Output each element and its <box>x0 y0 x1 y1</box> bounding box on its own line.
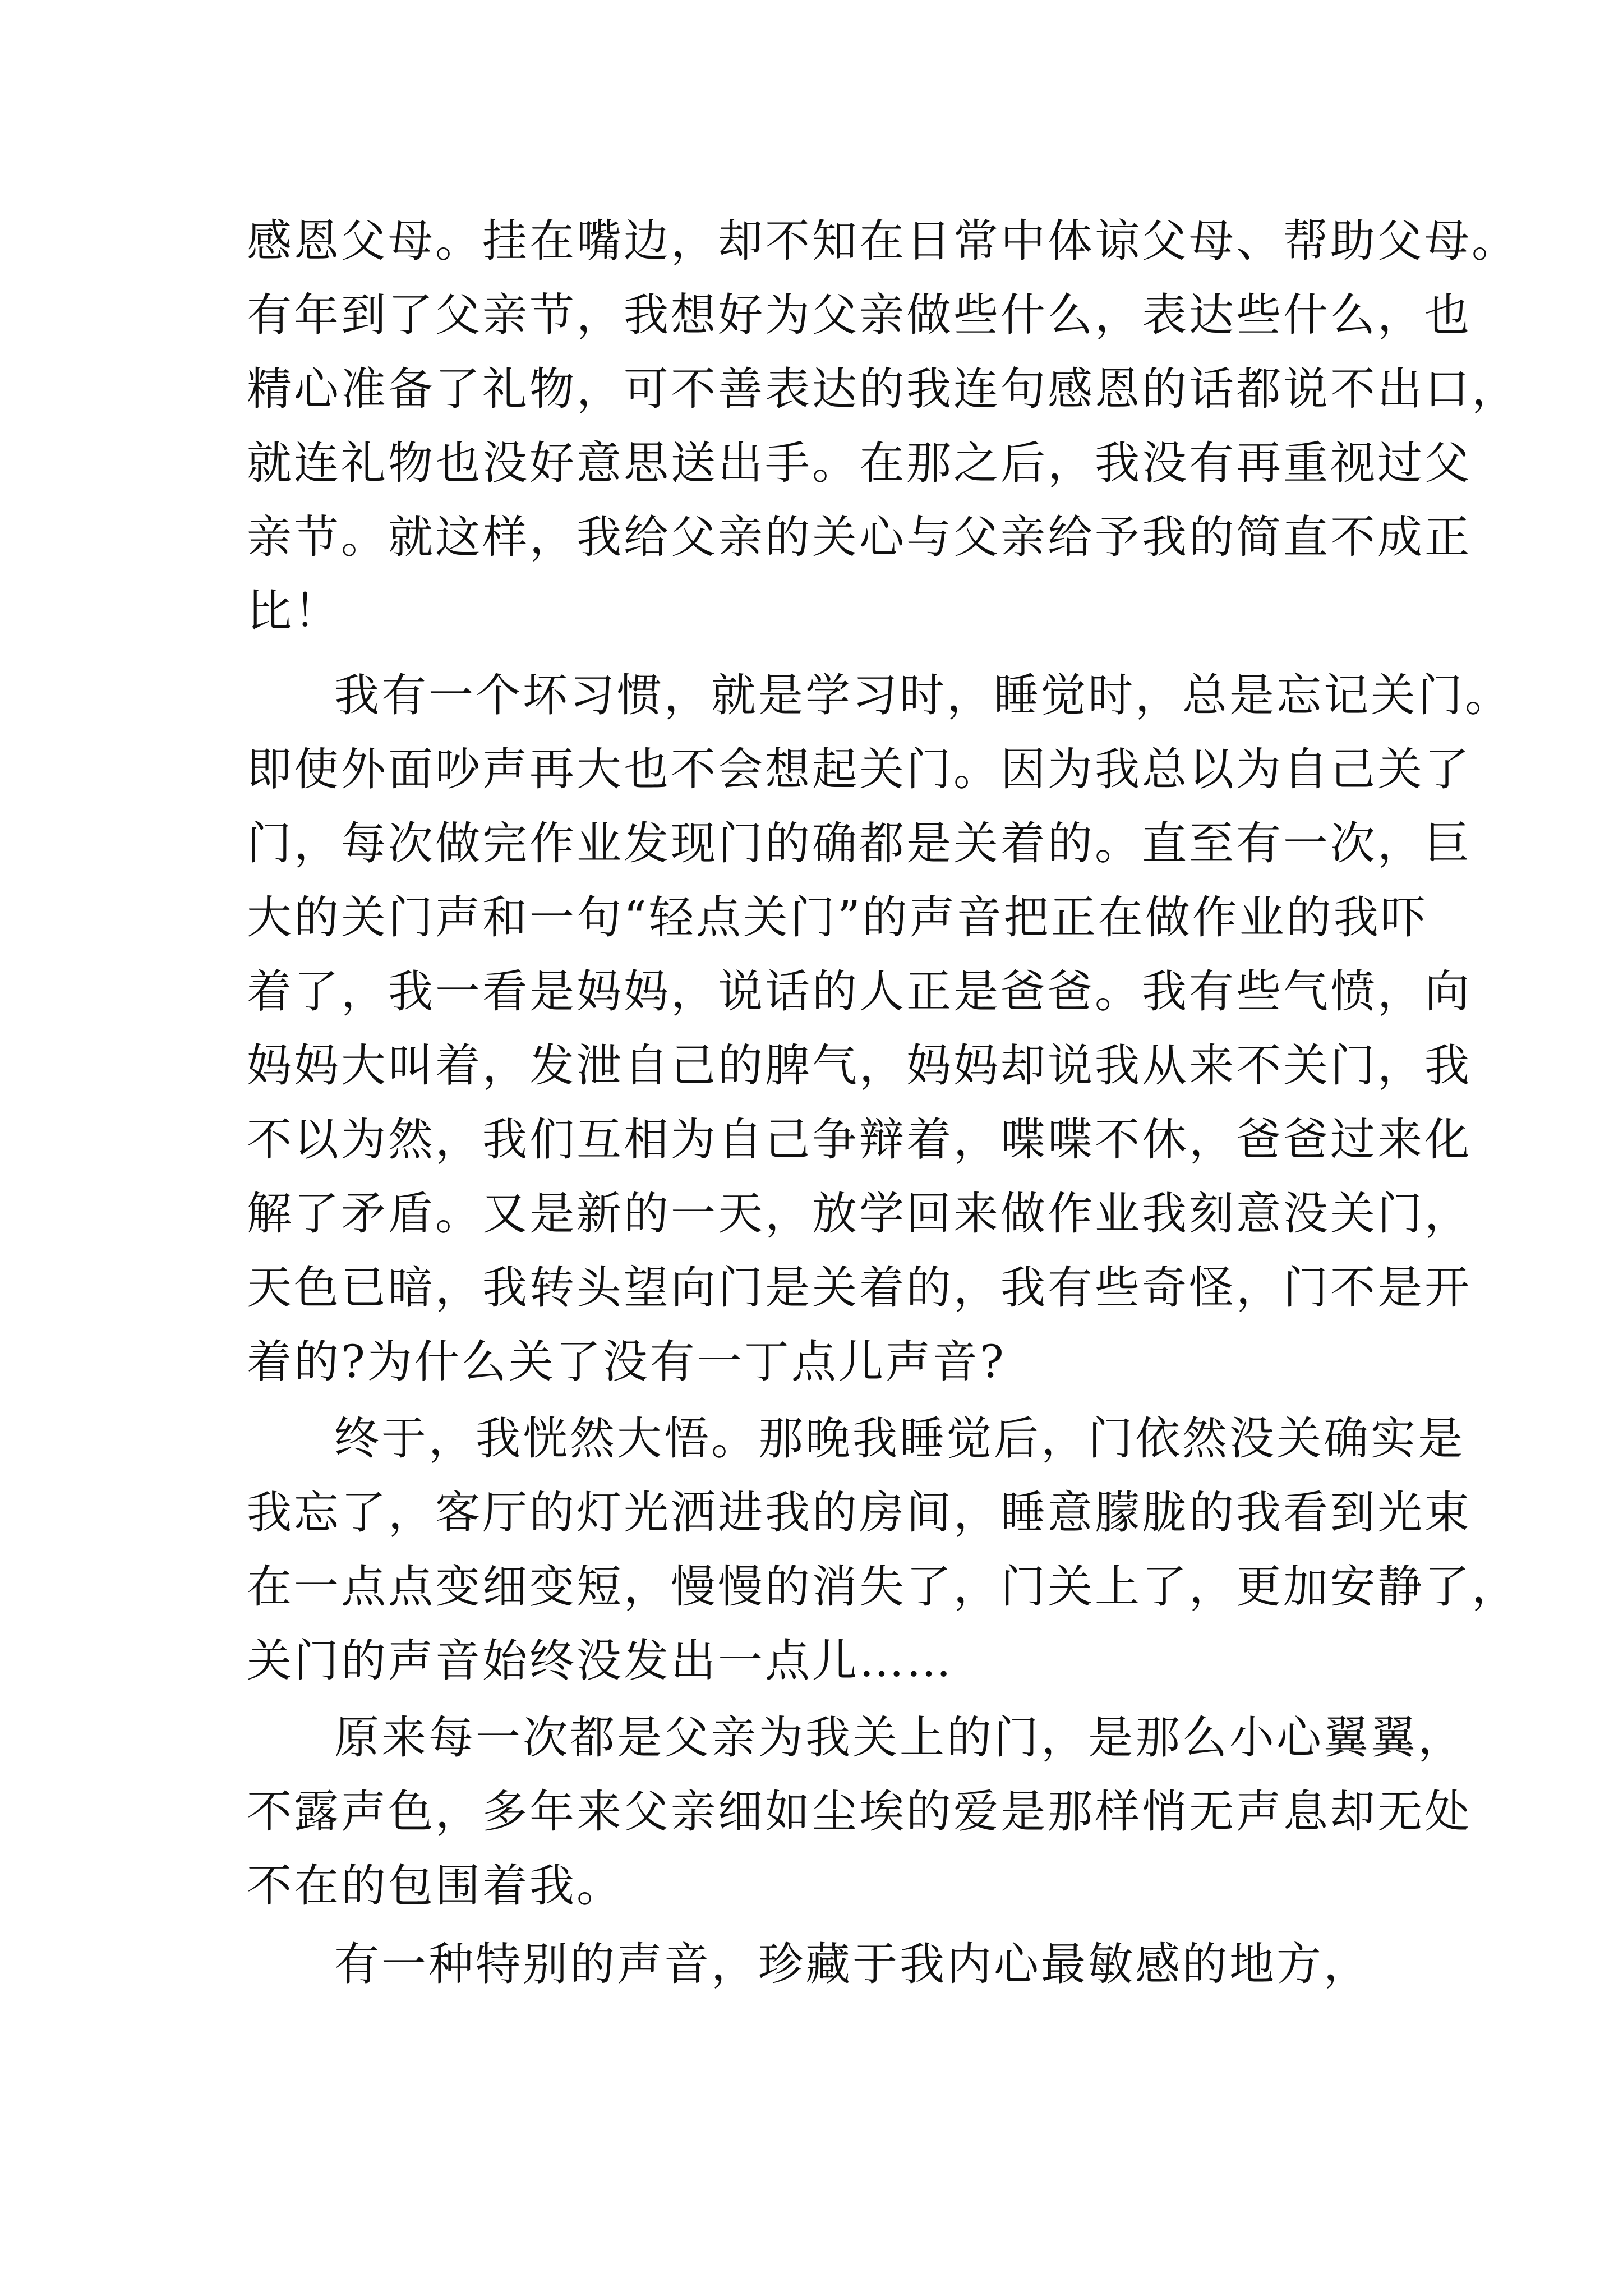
text-line: 着的?为什么关了没有一丁点儿声音? <box>247 1336 1006 1388</box>
text-line: 不在的包围着我。 <box>247 1860 624 1912</box>
text-line: 感恩父母。挂在嘴边，却不知在日常中体谅父母、帮助父母。 <box>247 215 1519 267</box>
text-line: 着了，我一看是妈妈，说话的人正是爸爸。我有些气愤，向 <box>247 965 1472 1018</box>
text-line: 比！ <box>247 585 341 637</box>
text-line: 在一点点变细变短，慢慢的消失了，门关上了，更加安静了， <box>247 1561 1519 1613</box>
text-line: 妈妈大叫着，发泄自己的脾气，妈妈却说我从来不关门，我 <box>247 1039 1472 1092</box>
text-line: 亲节。就这样，我给父亲的关心与父亲给予我的简直不成正 <box>247 511 1472 563</box>
text-line: 不以为然，我们互相为自己争辩着，喋喋不休，爸爸过来化 <box>247 1114 1472 1166</box>
paragraph-first-line: 有一种特别的声音，珍藏于我内心最敏感的地方， <box>334 1938 1371 1990</box>
text-line: 门，每次做完作业发现门的确都是关着的。直至有一次，巨 <box>247 817 1472 869</box>
text-line: 我忘了，客厅的灯光洒进我的房间，睡意朦胧的我看到光束 <box>247 1487 1472 1539</box>
text-line: 大的关门声和一句“轻点关门”的声音把正在做作业的我吓 <box>247 891 1428 944</box>
paragraph-first-line: 原来每一次都是父亲为我关上的门，是那么小心翼翼， <box>334 1711 1465 1764</box>
paragraph-first-line: 终于，我恍然大悟。那晚我睡觉后，门依然没关确实是 <box>334 1412 1465 1465</box>
text-line: 不露声色，多年来父亲细如尘埃的爱是那样悄无声息却无处 <box>247 1786 1472 1838</box>
text-line: 精心准备了礼物，可不善表达的我连句感恩的话都说不出口， <box>247 363 1519 415</box>
text-line: 就连礼物也没好意思送出手。在那之后，我没有再重视过父 <box>247 437 1472 489</box>
text-line: 天色已暗，我转头望向门是关着的，我有些奇怪，门不是开 <box>247 1262 1472 1314</box>
paragraph-first-line: 我有一个坏习惯，就是学习时，睡觉时，总是忘记关门。 <box>334 669 1512 721</box>
text-line: 解了矛盾。又是新的一天，放学回来做作业我刻意没关门， <box>247 1188 1472 1240</box>
text-line: 有年到了父亲节，我想好为父亲做些什么，表达些什么，也 <box>247 289 1472 341</box>
text-line: 关门的声音始终没发出一点儿…… <box>247 1635 953 1687</box>
text-line: 即使外面吵声再大也不会想起关门。因为我总以为自己关了 <box>247 743 1472 795</box>
